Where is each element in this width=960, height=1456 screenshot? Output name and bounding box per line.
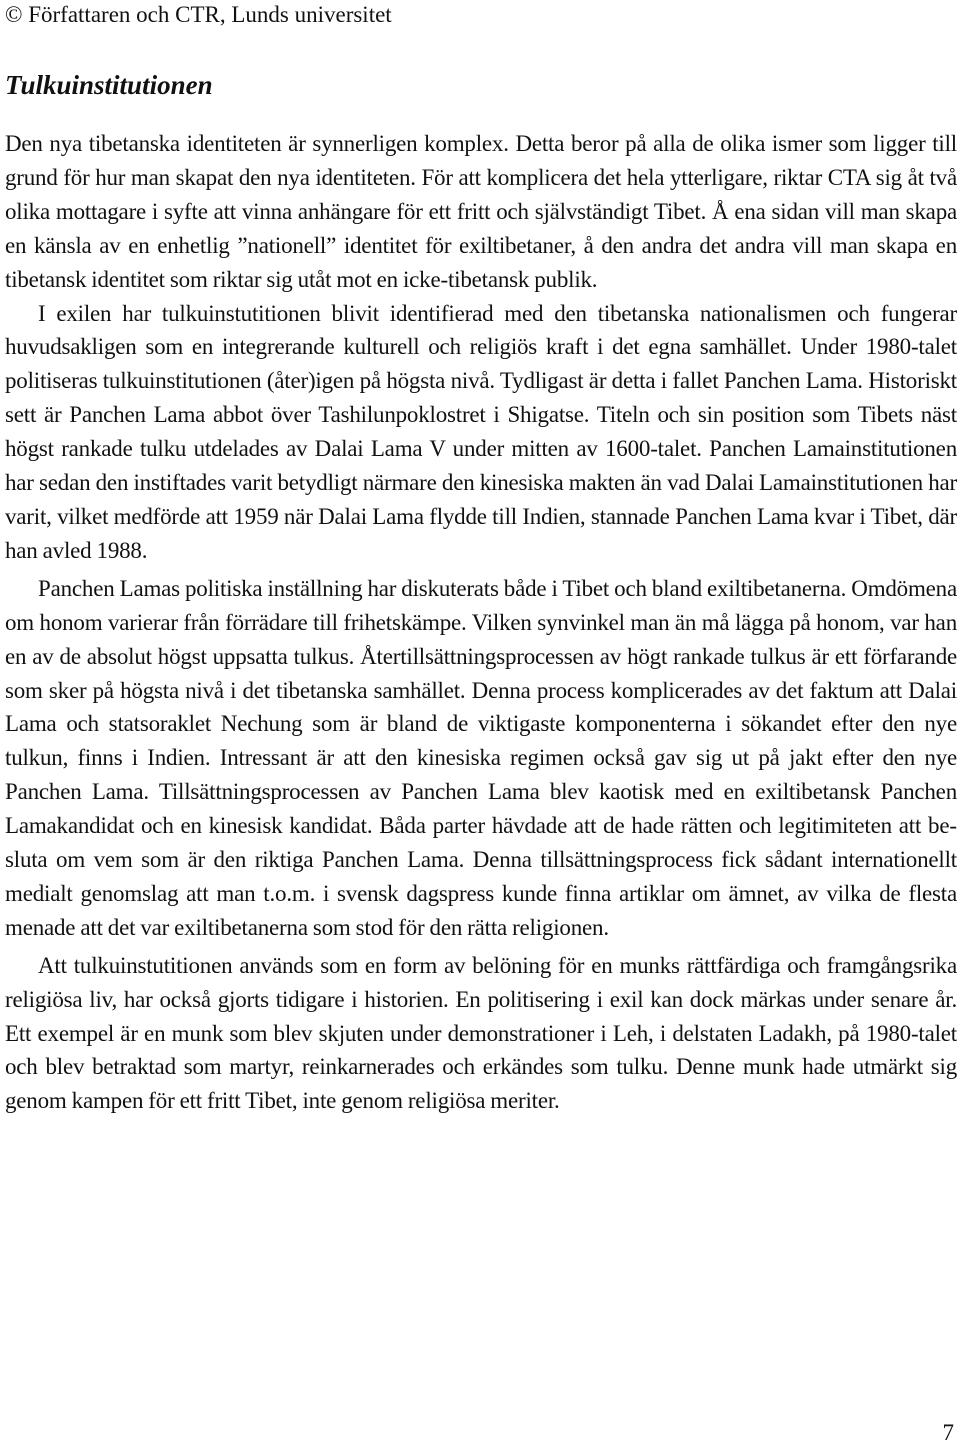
paragraph-4: Att tulkuinstutitionen används som en form av belöning för en munks rättfärdiga och framgångsrika religiösa liv, har också gjorts tidigare i historien. En politisering i exil kan dock märkas under senare år. Ett exempel är en munk som blev skjuten under demonstrationer i Leh, i delstaten Ladakh, på 1980-talet och blev betraktad som martyr, reinkarnerades och erkändes som tulku. Denne munk hade utmärkt sig genom kampen för ett fritt Tibet, inte genom religiösa meriter. bbox=[5, 952, 957, 1114]
paragraph-3: Panchen Lamas politiska inställning har diskuterats både i Tibet och bland exiltibetanerna. Omdömena om honom varierar från förrädare till frihetskämpe. Vilken synvinkel man än må lägga på honom, var han en av de absolut högst uppsatta tulkus. Återtillsättningsprocessen av högt rankade tulkus är ett förfarande som sker på högsta nivå i det tibetanska samhället. Denna process komplicerades av det faktum att Dalai Lama och statsoraklet Nechung som är bland de viktigaste komponenterna i sökandet efter den nye tulkun, finns i Indien. Intressant är att den kinesiska regimen också gav sig ut på jakt efter den nye Panchen Lama. Tillsättningsprocessen av Panchen Lama blev kaotisk med en exiltibetansk Panchen Lamakandidat och en kinesisk kandidat. Båda parter hävdade att de hade rätten och legitimiteten att besluta om vem som är den riktiga Panchen Lama. Denna tillsättningsprocess fick sådant internationellt medialt genomslag att man t.o.m. i svensk dagspress kunde finna artiklar om ämnet, av vilka de flesta menade att det var exiltibetanerna som stod för den rätta religionen. bbox=[5, 575, 957, 940]
copyright-notice: © Författaren och CTR, Lunds universitet bbox=[5, 2, 392, 27]
body-text bbox=[5, 127, 957, 1118]
page-number: 7 bbox=[942, 1420, 954, 1445]
paragraph-2: I exilen har tulkuinstutitionen blivit identifierad med den tibetanska nationalismen och fungerar huvudsakligen som en integrerande kulturell och religiös kraft i det egna samhället. Under 1980-talet politiseras tulkuinstitutionen (åter)igen på högsta nivå. Tydligast är detta i fallet Panchen Lama. Historiskt sett är Panchen Lama abbot över Tashilunpoklostret i Shigatse. Titeln och sin position som Tibets näst högst rankade tulku utdelades av Dalai Lama V under mitten av 1600-talet. Panchen Lamainstitutionen har sedan den instiftades varit betydligt närmare den kinesiska makten än vad Dalai Lamainstitutionen har varit, vilket medförde att 1959 när Dalai Lama flydde till Indien, stannade Panchen Lama kvar i Tibet, där han avled 1988. bbox=[5, 300, 957, 563]
section-title: Tulkuinstitutionen bbox=[5, 70, 213, 100]
paragraph-1: Den nya tibetanska identiteten är synnerligen komplex. Detta beror på alla de olika ismer som ligger till grund för hur man skapat den nya identiteten. För att komplicera det hela ytterligare, riktar CTA sig åt två olika mottagare i syfte att vinna anhängare för ett fritt och självständigt Tibet. Å ena sidan vill man skapa en känsla av en enhetlig ”nationell” identitet för exiltibetaner, å den andra det andra vill man skapa en tibetansk identitet som riktar sig utåt mot en icke-tibetansk publik. bbox=[5, 131, 957, 292]
